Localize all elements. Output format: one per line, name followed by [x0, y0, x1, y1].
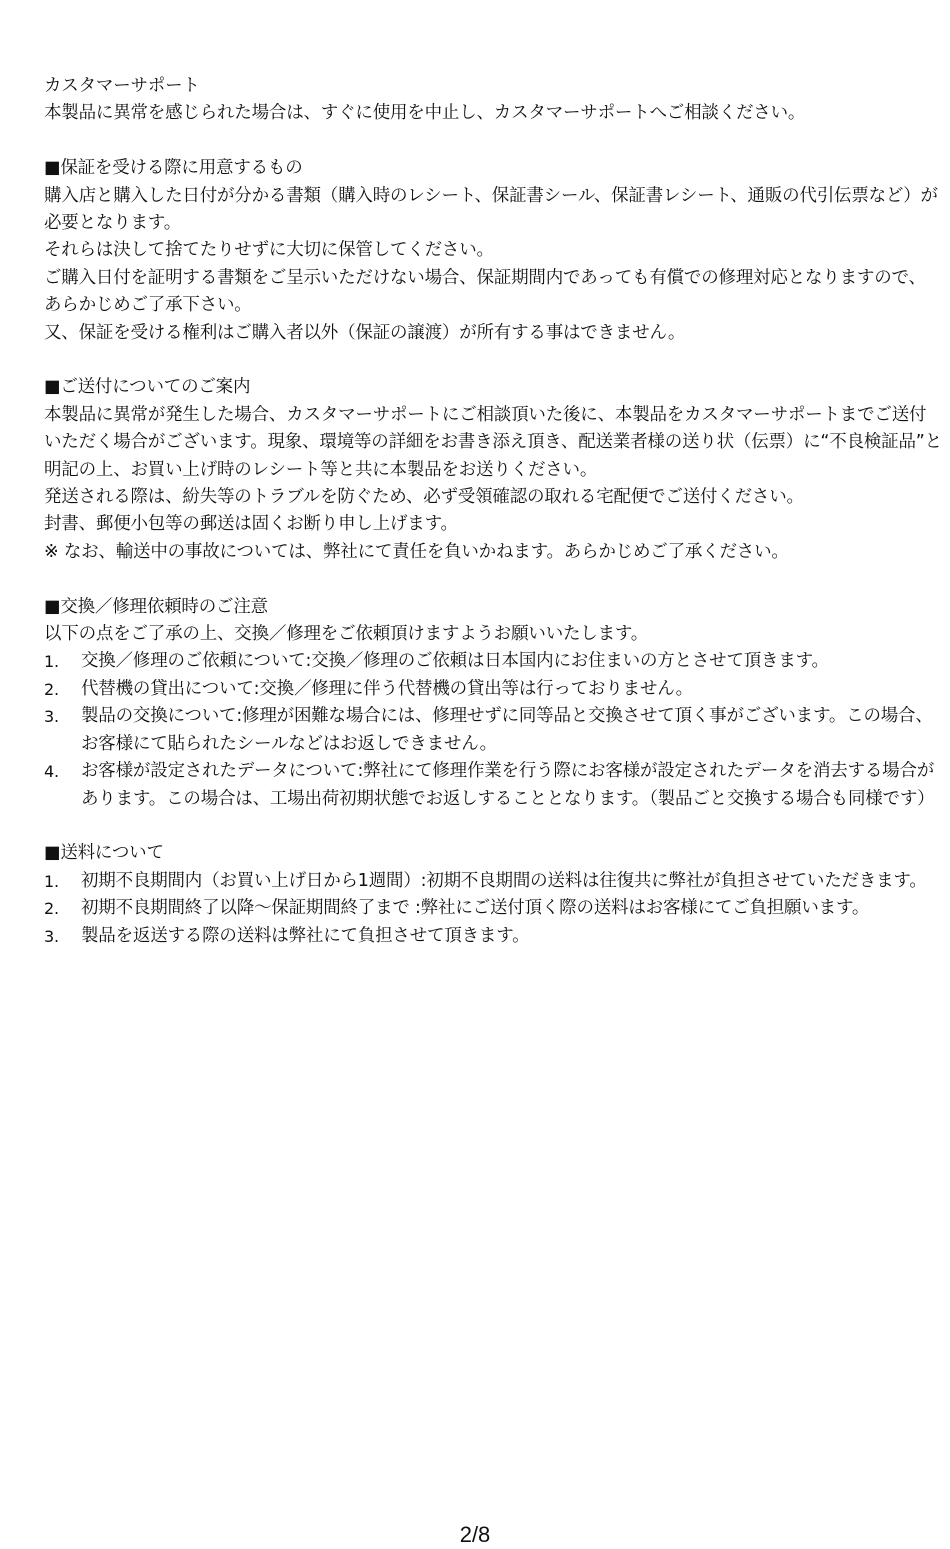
list-item-number: 1. [44, 871, 59, 891]
section-spacer [44, 347, 942, 374]
shipping-guide-paragraph-3: 封書、郵便小包等の郵送は固くお断り申し上げます。 [44, 514, 458, 535]
list-item [44, 868, 942, 895]
list-item-text: 代替機の貸出について:交換／修理に伴う代替機の貸出等は行っておりません。 [81, 678, 693, 699]
shipping-guide-heading: ■ご送付についてのご案内 [44, 377, 251, 398]
customer-support-section [44, 73, 942, 128]
shipping-fees-list [44, 868, 942, 950]
section-spacer [44, 128, 942, 155]
list-item [44, 923, 942, 950]
list-item [44, 648, 942, 675]
warranty-heading: ■保証を受ける際に用意するもの [44, 158, 303, 179]
shipping-guide-paragraph-2: 発送される際は、紛失等のトラブルを防ぐため、必ず受領確認の取れる宅配便でご送付ください。 [44, 487, 804, 508]
list-item-text: 初期不良期間内（お買い上げ日から1週間）:初期不良期間の送料は往復共に弊社が負担させていただきます。 [81, 870, 927, 891]
repair-notes-heading: ■交換／修理依頼時のご注意 [44, 596, 268, 617]
warranty-section [44, 155, 942, 347]
warranty-paragraph-1: 購入店と購入した日付が分かる書類（購入時のレシート、保証書シール、保証書レシート、通販の代引伝票など）が必要となります。 [44, 185, 938, 234]
shipping-fees-section [44, 840, 942, 950]
repair-notes-section [44, 594, 942, 813]
list-item-number: 4. [44, 762, 59, 782]
list-item-number: 3. [44, 926, 59, 946]
page-number: 2/8 [459, 1522, 491, 1547]
list-item-text: 製品の交換について:修理が困難な場合には、修理せずに同等品と交換させて頂く事がございます。この場合、お客様にて貼られたシールなどはお返しできません。 [81, 706, 933, 754]
warranty-paragraph-4: 又、保証を受ける権利はご購入者以外（保証の譲渡）が所有する事はできません。 [44, 322, 686, 343]
shipping-guide-paragraph-1: 本製品に異常が発生した場合、カスタマーサポートにご相談頂いた後に、本製品をカスタマーサポートまでご送付いただく場合がございます。現象、環境等の詳細をお書き添え頂き、配送業者様の送り状（伝票）に“不良検証品”と明記の上、お買い上げ時のレシート等と共に本製品をお送りください。 [44, 404, 942, 480]
list-item [44, 758, 942, 813]
repair-notes-intro: 以下の点をご了承の上、交換／修理をご依頼頂けますようお願いいたします。 [44, 624, 649, 645]
list-item-text: 初期不良期間終了以降～保証期間終了まで :弊社にご送付頂く際の送料はお客様にてご負担願います。 [81, 898, 870, 919]
document-page [44, 73, 942, 950]
list-item-number: 1. [44, 652, 59, 672]
customer-support-title: カスタマーサポート [44, 76, 200, 96]
list-item-number: 3. [44, 707, 59, 727]
warranty-paragraph-3: ご購入日付を証明する書類をご呈示いただけない場合、保証期間内であっても有償での修理対応となりますので、あらかじめご了承下さい。 [44, 267, 926, 316]
list-item-number: 2. [44, 679, 59, 699]
section-spacer [44, 566, 942, 593]
list-item-text: 交換／修理のご依頼について:交換／修理のご依頼は日本国内にお住まいの方とさせて頂きます。 [81, 651, 829, 672]
list-item [44, 895, 942, 922]
shipping-guide-section [44, 374, 942, 566]
list-item [44, 703, 942, 758]
list-item-number: 2. [44, 899, 59, 919]
customer-support-body: 本製品に異常を感じられた場合は、すぐに使用を中止し、カスタマーサポートへご相談ください。 [44, 103, 806, 124]
list-item [44, 676, 942, 703]
list-item-text: 製品を返送する際の送料は弊社にて負担させて頂きます。 [81, 925, 530, 946]
list-item-text: お客様が設定されたデータについて:弊社にて修理作業を行う際にお客様が設定されたデータを消去する場合があります。この場合は、工場出荷初期状態でお返しすることとなります。（製品ごと交換する場合も同様です） [81, 761, 935, 809]
shipping-fees-heading: ■送料について [44, 843, 164, 864]
warranty-paragraph-2: それらは決して捨てたりせずに大切に保管してください。 [44, 240, 494, 261]
repair-notes-list [44, 648, 942, 812]
section-spacer [44, 813, 942, 840]
shipping-guide-paragraph-4: ※ なお、輸送中の事故については、弊社にて責任を負いかねます。あらかじめご了承ください。 [44, 541, 789, 562]
